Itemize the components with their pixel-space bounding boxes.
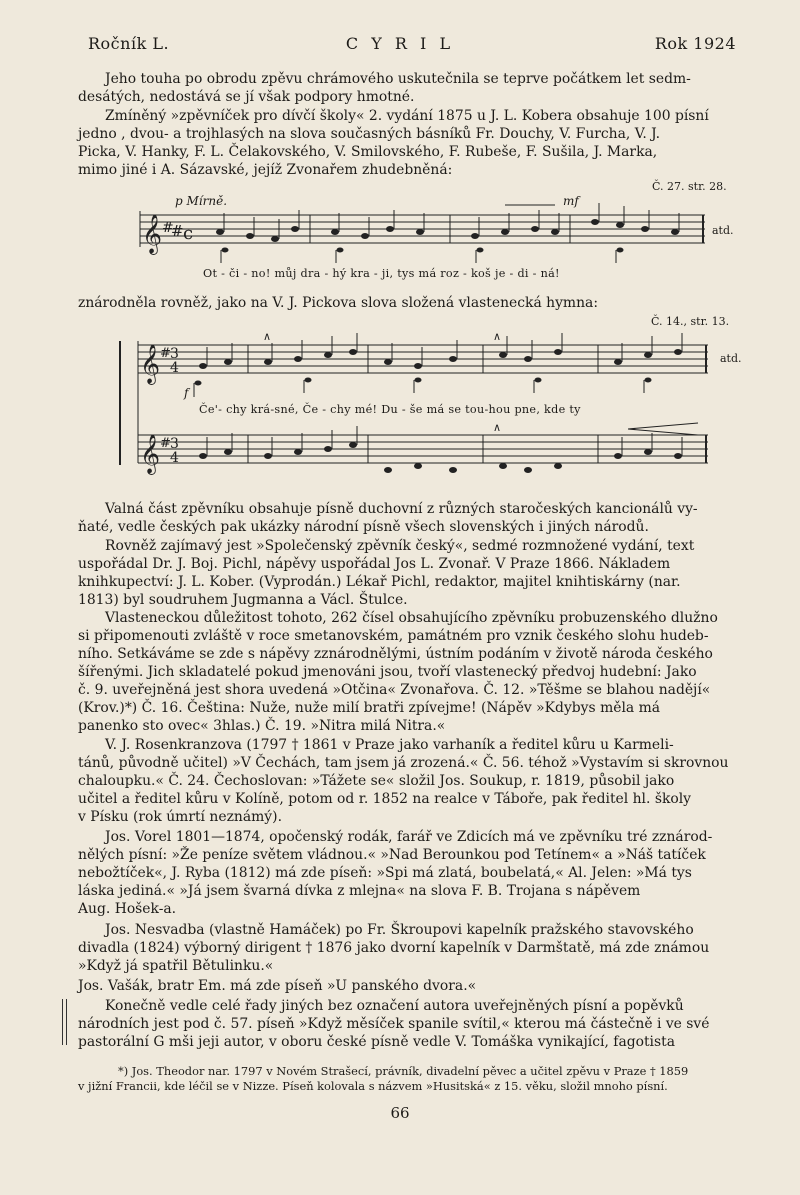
music-staff-1 [140,205,710,265]
text-line: panenko sto ovec« 3hlas.) Č. 19. »Nitra milá Nitra.« [78,718,446,734]
text-line: divadla (1824) výborný dirigent † 1876 jako dvorní kapelník v Darmštatě, má zde známou [78,940,710,956]
text-line: znárodněla rovněž, jako na V. J. Pickova slova složená vlastenecká hymna: [78,295,599,311]
header-journal-title: C Y R I L [345,34,455,53]
text-line: Vlasteneckou důležitost tohoto, 262 čísel obsahujícího zpěvníku probuzenského dlužno [105,610,718,626]
svg-text:𝄞: 𝄞 [140,344,161,384]
svg-text:∧: ∧ [493,330,502,343]
text-line: chaloupku.« Č. 24. Čechoslovan: »Tážete se« složil Jos. Soukup, r. 1819, působil jako [78,773,675,789]
svg-text:𝄞: 𝄞 [142,214,163,254]
text-line: Rovněž zajímavý jest »Společenský zpěvník český«, sedmé rozmnožené vydání, text [105,538,695,554]
tempo-marking: p Mírně. [175,194,228,208]
svg-text:4: 4 [170,450,179,466]
svg-text:3: 3 [170,436,179,452]
dynamic-marking: f [184,386,189,400]
text-line: si připomenouti zvláště v roce smetanovském, památném pro vznik českého slohu hudeb- [78,628,709,644]
text-line: Picka, V. Hanky, F. L. Čelakovského, V. Smilovského, F. Rubeše, F. Sušila, J. Marka, [78,144,658,160]
text-line: Jos. Vorel 1801—1874, opočenský rodák, farář ve Zdicích má ve zpěvníku tré zznárod- [105,829,713,845]
music-reference: Č. 14., str. 13. [651,315,730,328]
svg-text:4: 4 [170,360,179,376]
text-line: nebožtíček«, J. Ryba (1812) má zde píseň: »Spi má zlatá, boubelatá,« Al. Jelen: »Má tys [78,865,692,881]
text-line: V. J. Rosenkranzova (1797 † 1861 v Praze jako varhaník a ředitel kůru u Karmeli- [105,737,674,753]
text-line: uspořádal Dr. J. Boj. Pichl, nápěvy uspořádal Jos L. Zvonař. V Praze 1866. Nákladem [78,556,671,572]
page-number: 66 [390,1104,410,1122]
svg-text:#: # [162,220,174,236]
text-line: láska jediná.« »Já jsem švarná dívka z mlejna« na slova F. B. Trojana s nápěvem [78,883,641,899]
text-line: Jos. Vašák, bratr Em. má zde píseň »U panského dvora.« [78,978,477,994]
header-volume: Ročník L. [88,34,170,53]
svg-text:∧: ∧ [263,330,272,343]
dynamic-marking: mf [563,194,579,208]
music-lyrics: Ot - či - no! můj dra - hý kra - ji, tys má roz - koš je - di - ná! [203,267,560,280]
text-line: šířenými. Jich skladatelé pokud jmenováni jsou, tvoří vlastenecký předvoj hudební: Jako [78,664,697,680]
svg-text:#: # [160,346,171,361]
music-reference: Č. 27. str. 28. [652,180,727,193]
text-line: učitel a ředitel kůru v Kolíně, potom od r. 1852 na realce v Táboře, pak ředitel hl. školy [78,791,692,807]
text-line: knihkupectví: J. L. Kober. (Vyprodán.) Lékař Pichl, redaktor, majitel knihtiskárny (nar. [78,574,681,590]
svg-text:𝄞: 𝄞 [140,434,161,474]
text-line: »Když já spatřil Bětulinku.« [78,958,274,974]
text-line: Valná část zpěvníku obsahuje písně duchovní z různých staročeských kancionálů vy- [105,501,698,517]
svg-text:3: 3 [170,346,179,362]
text-line: 1813) byl soudruhem Jugmanna a Václ. Štulce. [78,592,408,608]
text-line: Konečně vedle celé řady jiných bez označení autora uveřejněných písní a popěvků [105,998,684,1014]
svg-text:∧: ∧ [493,421,502,434]
text-line: Jos. Nesvadba (vlastně Hamáček) po Fr. Škroupovi kapelník pražského stavovského [105,922,694,938]
text-line: ního. Setkáváme se zde s nápěvy zznárodnělými, ústním podáním v životě národa českého [78,646,713,662]
svg-text:c: c [183,223,194,244]
text-line: pastorální G mši jeji autor, v oboru české písně vedle V. Tomáška vynikající, fagotista [78,1034,675,1050]
music-etc: atd. [712,224,734,237]
music-etc: atd. [720,352,742,365]
text-line: Aug. Hošek-a. [78,901,177,917]
svg-text:#: # [171,222,184,240]
text-line: jedno , dvou- a trojhlasých na slova současných básníků Fr. Douchy, V. Furcha, V. J. [78,126,661,142]
footnote-line: v jižní Francii, kde léčil se v Nizze. Píseň kolovala s názvem »Husitská« z 15. věku, složil mnoho písní. [78,1079,668,1093]
text-line: v Písku (rok úmrtí neznámý). [78,809,282,825]
text-line: (Krov.)*) Č. 16. Čeština: Nuže, nuže milí bratři zpívejme! (Nápěv »Kdybys měla má [78,700,661,716]
svg-text:#: # [160,436,171,451]
text-line: tánů, původně učitel) »V Čechách, tam jsem já zrozená.« Č. 56. téhož »Vystavím si skrovnou [78,755,729,771]
margin-mark [62,999,63,1045]
footnote-line: *) Jos. Theodor nar. 1797 v Novém Strašecí, právník, divadelní pěvec a učitel zpěvu v Praze † 1859 [118,1064,689,1078]
text-line: Jeho touha po obrodu zpěvu chrámového uskutečnila se teprve počátkem let sedm- [105,71,691,87]
text-line: ňaté, vedle českých pak ukázky národní písně všech slovenských i jiných národů. [78,519,649,535]
text-line: mimo jiné i A. Sázavské, jejíž Zvonařem zhudebněná: [78,162,453,178]
text-line: národních jest pod č. 57. píseň »Když měsíček spanile svítil,« kterou má částečně i ve své [78,1016,710,1032]
margin-mark [66,999,67,1045]
music-lyrics: Če'- chy krá-sné, Če - chy mé! Du - še má se tou-hou pne, kde ty [199,403,581,416]
text-line: Zmíněný »zpěvníček pro dívčí školy« 2. vydání 1875 u J. L. Kobera obsahuje 100 písní [105,108,709,124]
text-line: nělých písní: »Že peníze světem vládnou.« »Nad Berounkou pod Tetínem« a »Náš tatíček [78,847,706,863]
text-line: č. 9. uveřejněná jest shora uvedená »Otčina« Zvonařova. Č. 12. »Těšme se blahou nadějí« [78,682,711,698]
text-line: desátých, nedostává se jí však podpory hmotné. [78,89,415,105]
header-year: Rok 1924 [654,34,736,53]
